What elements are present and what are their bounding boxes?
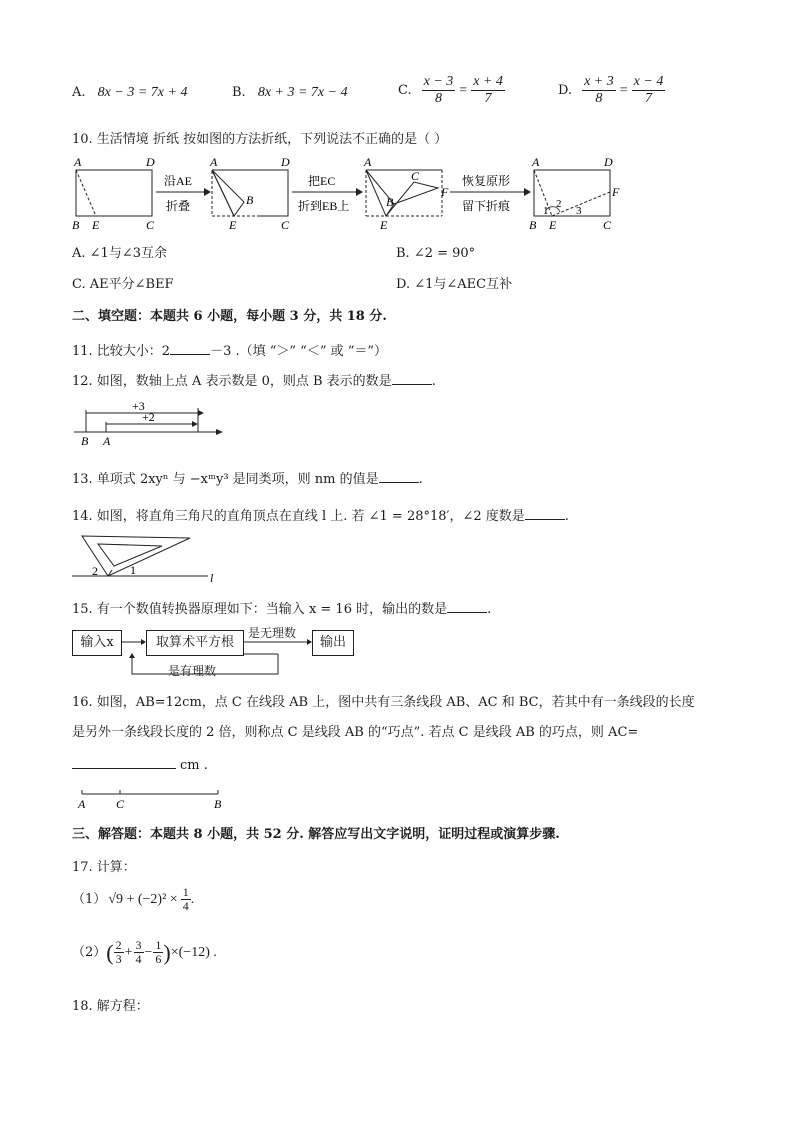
q10-stem: 10. 生活情境 折纸 按如图的方法折纸，下列说法不正确的是（ ） bbox=[72, 132, 448, 147]
fig1-label-d: D bbox=[146, 155, 155, 169]
arrow3-bottom-label: 留下折痕 bbox=[462, 199, 511, 213]
q9-c-label: C. bbox=[398, 82, 412, 98]
q9-c-num2: x + 4 bbox=[473, 74, 503, 89]
q10-option-d: D. ∠1与∠AEC互补 bbox=[396, 277, 513, 292]
q10-folding-diagram bbox=[68, 152, 628, 234]
fig4-angle-3: 3 bbox=[576, 205, 582, 217]
arrow2-bottom-label: 折到EB上 bbox=[298, 199, 350, 213]
arrow2-head bbox=[356, 188, 363, 196]
fig4-label-b: B bbox=[529, 218, 537, 232]
q17-p2-label: （2） bbox=[72, 944, 107, 960]
fig2-label-a: A bbox=[210, 155, 218, 169]
fig4-angle-2: 2 bbox=[556, 198, 562, 210]
q13 bbox=[72, 468, 423, 489]
fig3-right-fold bbox=[386, 182, 438, 216]
q15-text-post: . bbox=[487, 602, 492, 617]
q12-answer-blank[interactable] bbox=[392, 370, 432, 385]
q18-title: 18. 解方程： bbox=[72, 999, 149, 1014]
q14-outer-triangle bbox=[82, 536, 190, 576]
q9-option-d bbox=[558, 74, 665, 107]
q9-option-c bbox=[398, 74, 505, 107]
q14-line-l: l bbox=[210, 571, 214, 585]
q16-segment-diagram bbox=[72, 786, 228, 812]
fig1-label-a: A bbox=[74, 155, 82, 169]
fig1-fold-line bbox=[76, 170, 96, 216]
q17-p2-minus: − bbox=[144, 944, 153, 960]
q11 bbox=[72, 340, 387, 361]
q17-p2-frac3 bbox=[153, 939, 163, 966]
q12-text-pre: 12. 如图，数轴上点 A 表示数是 0，则点 B 表示的数是 bbox=[72, 374, 392, 389]
q13-text-post: . bbox=[418, 472, 423, 487]
q9-c-den2: 7 bbox=[484, 91, 492, 106]
q9-d-num1: x + 3 bbox=[584, 74, 614, 89]
q9-a-expr: 8x − 3 = 7x + 4 bbox=[97, 85, 188, 100]
q17-p2-rparen: ) bbox=[163, 939, 171, 965]
q9-d-num2: x − 4 bbox=[633, 74, 664, 89]
fig3-left-fold bbox=[366, 170, 394, 216]
q17-p2-frac2 bbox=[134, 939, 144, 966]
arrow1-bottom-label: 折叠 bbox=[166, 199, 191, 213]
q17-p1-end: . bbox=[190, 891, 195, 907]
q11-answer-blank[interactable] bbox=[170, 340, 210, 355]
q11-text-pre: 11. 比较大小：2 bbox=[72, 344, 171, 359]
q15-box-output: 输出 bbox=[312, 630, 354, 656]
fig4-label-e: E bbox=[549, 218, 557, 232]
q12-number-line bbox=[70, 396, 230, 448]
fig3-label-b: B bbox=[386, 195, 394, 209]
fig3-label-e: E bbox=[380, 218, 388, 232]
fig1-label-e: E bbox=[92, 218, 100, 232]
q14-angle-2: 2 bbox=[92, 564, 98, 578]
arrow1-top-label: 沿AE bbox=[164, 174, 192, 188]
q15-box-sqrt: 取算术平方根 bbox=[146, 630, 244, 656]
q17-p1-frac bbox=[181, 886, 191, 913]
fig1-rect bbox=[76, 170, 152, 216]
q16-answer-blank[interactable] bbox=[72, 754, 176, 769]
q9-a-label: A. bbox=[72, 85, 86, 100]
q15-answer-blank[interactable] bbox=[447, 598, 487, 613]
q9-d-den2: 7 bbox=[645, 91, 652, 106]
q17-p1-num: 1 bbox=[182, 885, 189, 899]
q16-unit: cm . bbox=[180, 758, 208, 773]
q17-part1 bbox=[72, 886, 194, 913]
q17-p2-d1: 3 bbox=[115, 952, 122, 966]
q15-box-input: 输入x bbox=[72, 630, 122, 656]
q12-label-plus2: +2 bbox=[142, 410, 155, 424]
q9-d-eq: = bbox=[619, 82, 628, 98]
q15-rational-label: 是有理数 bbox=[168, 664, 217, 678]
q17-title: 17. 计算： bbox=[72, 860, 136, 875]
fig4-label-a: A bbox=[532, 155, 540, 169]
fig4-label-c: C bbox=[603, 218, 612, 232]
q12-label-plus3: +3 bbox=[132, 399, 145, 413]
q9-c-frac2 bbox=[471, 74, 505, 107]
q9-c-eq: = bbox=[459, 82, 468, 98]
q14-answer-blank[interactable] bbox=[525, 505, 565, 520]
q9-option-b bbox=[232, 84, 348, 102]
fig4-label-d: D bbox=[604, 155, 613, 169]
q10-option-a: A. ∠1与∠3互余 bbox=[72, 246, 167, 261]
q17-p2-frac1 bbox=[114, 939, 124, 966]
fig2-label-b: B bbox=[246, 193, 254, 207]
q14-triangle-ruler-diagram bbox=[68, 530, 228, 586]
q17-p2-n1: 2 bbox=[115, 938, 122, 952]
fig3-label-c: C bbox=[411, 169, 420, 183]
q15 bbox=[72, 598, 491, 619]
q15-text-pre: 15. 有一个数值转换器原理如下：当输入 x = 16 时，输出的数是 bbox=[72, 602, 448, 617]
q9-b-expr: 8x + 3 = 7x − 4 bbox=[257, 85, 348, 100]
fig1-label-c: C bbox=[146, 218, 155, 232]
q9-d-frac2 bbox=[632, 74, 666, 107]
fig2-label-c: C bbox=[281, 218, 290, 232]
q9-d-den1: 8 bbox=[595, 91, 603, 106]
q10-option-c: C. AE平分∠BEF bbox=[72, 277, 174, 292]
fig2-folded-triangle bbox=[212, 170, 244, 216]
q16-line1: 16. 如图，AB=12cm，点 C 在线段 AB 上，图中共有三条线段 AB、AC 和 BC，若其中有一条线段的长度 bbox=[72, 695, 695, 710]
q17-p2-lparen: ( bbox=[106, 939, 114, 965]
q9-c-num1: x − 3 bbox=[423, 74, 454, 89]
fig2-label-e: E bbox=[229, 218, 237, 232]
q17-p2-n2: 3 bbox=[135, 938, 142, 952]
section3-heading: 三、解答题：本题共 8 小题，共 52 分. 解答应写出文字说明，证明过程或演算步骤. bbox=[72, 827, 560, 842]
q12-label-b: B bbox=[81, 434, 89, 448]
q17-p2-plus: + bbox=[124, 944, 133, 960]
arrow1-head bbox=[204, 188, 211, 196]
q16-line2: 是另外一条线段长度的 2 倍，则称点 C 是线段 AB 的“巧点”. 若点 C 是线段 AB 的巧点，则 AC= bbox=[72, 725, 639, 740]
q9-d-frac1 bbox=[582, 74, 616, 107]
q13-text-pre: 13. 单项式 2xyⁿ 与 −xᵐy³ 是同类项，则 nm 的值是 bbox=[72, 472, 379, 487]
q12 bbox=[72, 370, 436, 391]
q16-line3 bbox=[72, 754, 208, 775]
q9-c-frac1 bbox=[422, 74, 456, 107]
q14 bbox=[72, 505, 569, 526]
fig3-label-f: F bbox=[441, 185, 449, 199]
arrow3-top-label: 恢复原形 bbox=[462, 174, 511, 188]
q10-option-b: B. ∠2 = 90° bbox=[396, 246, 476, 261]
fig3-label-a: A bbox=[364, 155, 372, 169]
q9-option-a bbox=[72, 84, 187, 102]
fig1-label-b: B bbox=[72, 218, 80, 232]
q17-p1-expr: √9 + (−2)² × bbox=[108, 891, 178, 907]
fig4-label-f: F bbox=[612, 185, 620, 199]
q16-label-c: C bbox=[116, 797, 125, 811]
q17-p1-label: （1） bbox=[72, 891, 107, 907]
q16-label-a: A bbox=[78, 797, 86, 811]
q17-part2 bbox=[72, 939, 217, 966]
arrow3-head bbox=[524, 188, 531, 196]
q11-text-post: －3 .（填 “＞” “＜” 或 “＝”） bbox=[210, 344, 388, 359]
q9-b-label: B. bbox=[232, 85, 246, 100]
q12-label-a: A bbox=[103, 434, 111, 448]
q17-p2-end: ×(−12) . bbox=[170, 944, 217, 960]
q14-angle-1: 1 bbox=[130, 563, 136, 577]
fig4-angle-1: 1 bbox=[543, 205, 549, 217]
arrow2-top-label: 把EC bbox=[308, 174, 336, 188]
q17-p2-d3: 6 bbox=[155, 952, 162, 966]
q17-p1-den: 4 bbox=[182, 899, 189, 913]
q15-irrational-label: 是无理数 bbox=[248, 626, 297, 640]
section2-heading: 二、填空题：本题共 6 小题，每小题 3 分，共 18 分. bbox=[72, 309, 387, 324]
q16-label-b: B bbox=[214, 797, 222, 811]
q9-d-label: D. bbox=[558, 82, 573, 98]
fig2-label-d: D bbox=[281, 155, 290, 169]
q15-flow-arrows bbox=[120, 636, 316, 680]
q17-p2-n3: 1 bbox=[155, 938, 162, 952]
q14-text-pre: 14. 如图，将直角三角尺的直角顶点在直线 l 上. 若 ∠1 = 28°18′，∠2 度数是 bbox=[72, 509, 525, 524]
q14-text-post: . bbox=[564, 509, 569, 524]
q12-text-post: . bbox=[431, 374, 436, 389]
q17-p2-d2: 4 bbox=[135, 952, 142, 966]
q9-c-den1: 8 bbox=[434, 91, 442, 106]
q13-answer-blank[interactable] bbox=[379, 468, 419, 483]
